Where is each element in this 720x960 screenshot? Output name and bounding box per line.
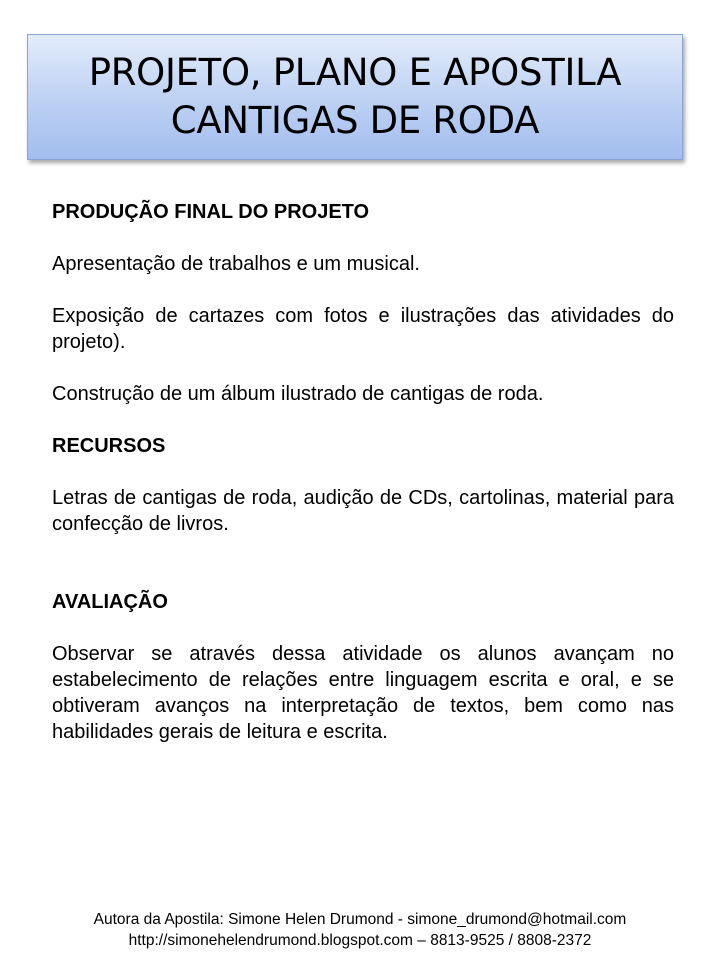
heading-recursos: RECURSOS	[52, 435, 166, 457]
paragraph-avaliacao: Observar se através dessa atividade os alunos avançam no estabelecimento de relações entre linguagem escrita e oral, e se obtiveram avanços na interpretação de textos, bem como nas habilidades gerais de leitura e escrita.	[52, 643, 674, 743]
title-line-1: PROJETO, PLANO E APOSTILA	[88, 51, 622, 94]
footer-contact-line: http://simonehelendrumond.blogspot.com – 8813-9525 / 8808-2372	[128, 932, 592, 949]
heading-avaliacao: AVALIAÇÃO	[52, 591, 168, 613]
paragraph-construcao: Construção de um álbum ilustrado de cantigas de roda.	[52, 383, 544, 405]
paragraph-apresentacao: Apresentação de trabalhos e um musical.	[52, 253, 420, 275]
footer-credits	[0, 909, 720, 951]
paragraph-exposicao: Exposição de cartazes com fotos e ilustrações das atividades do projeto).	[52, 305, 674, 353]
spacer	[52, 615, 674, 641]
title-line-2: CANTIGAS DE RODA	[170, 99, 540, 142]
spacer	[52, 459, 674, 485]
title-banner	[27, 34, 683, 160]
footer-author-line: Autora da Apostila: Simone Helen Drumond - simone_drumond@hotmail.com	[93, 911, 627, 928]
spacer	[52, 537, 674, 589]
spacer	[52, 277, 674, 303]
heading-producao-final: PRODUÇÃO FINAL DO PROJETO	[52, 201, 370, 223]
paragraph-recursos: Letras de cantigas de roda, audição de CDs, cartolinas, material para confecção de livros.	[52, 487, 674, 535]
spacer	[52, 355, 674, 381]
spacer	[52, 225, 674, 251]
document-body	[52, 199, 674, 745]
spacer	[52, 407, 674, 433]
